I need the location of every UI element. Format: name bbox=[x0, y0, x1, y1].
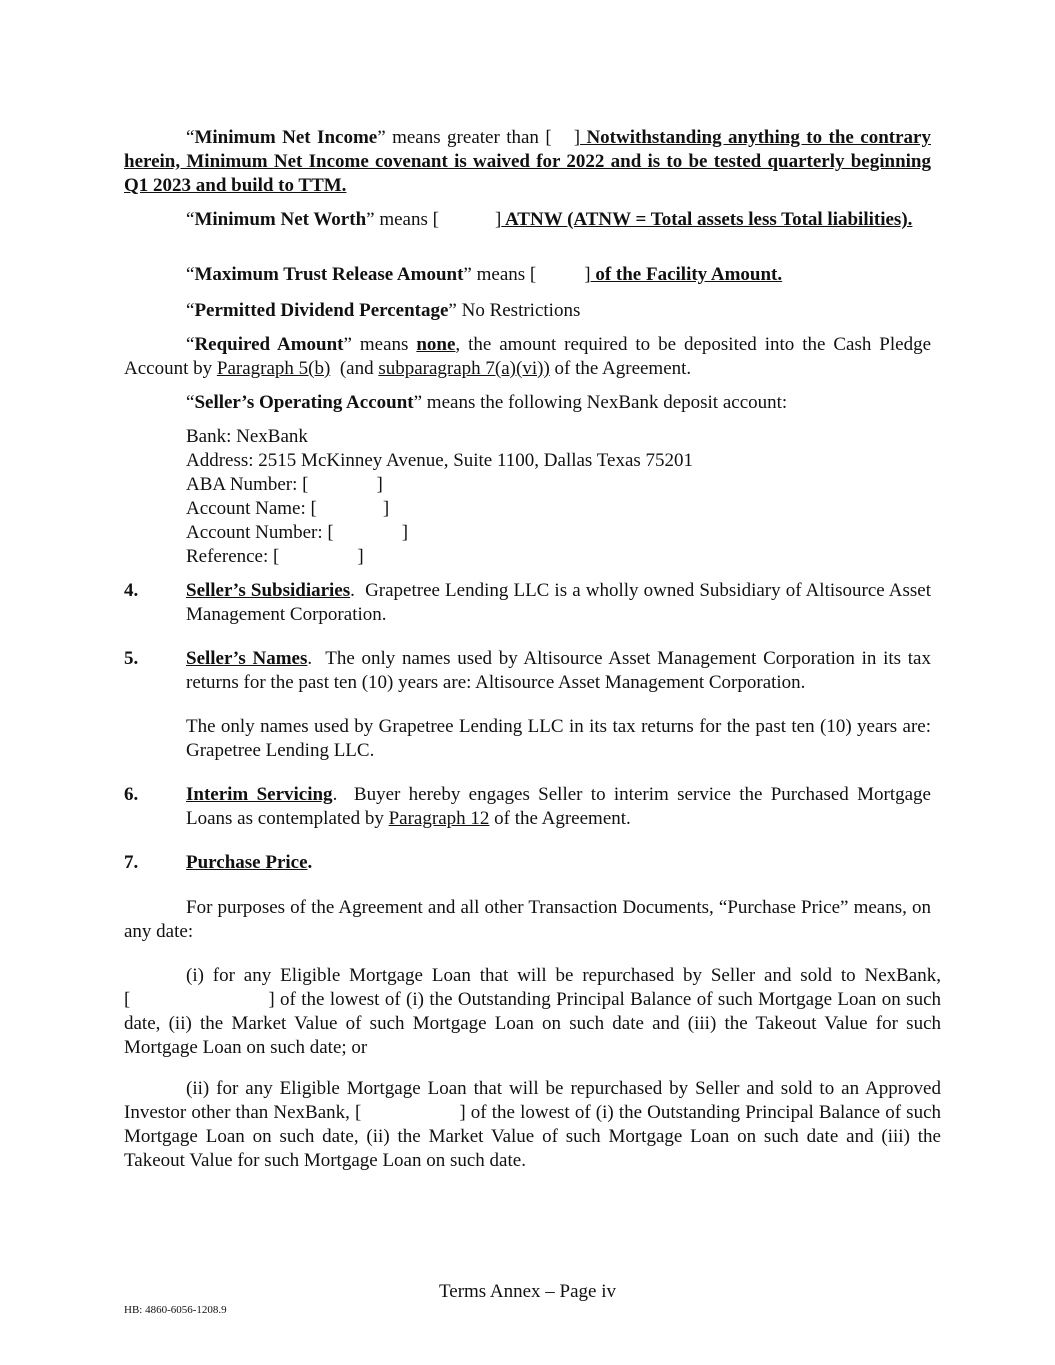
def-minimum-net-income bbox=[124, 126, 931, 198]
item-ii-text: ] of the lowest of (i) the Outstanding Principal Balance of such Mortgage Loan on such date, (ii) the Market Value of such Mortgage Loan on such date and (iii) the Takeout Value for such Mortgage Loan on such date. bbox=[124, 1102, 941, 1171]
bracket-close: ] bbox=[494, 209, 502, 230]
section-5-paragraph-2: The only names used by Grapetree Lending LLC in its tax returns for the past ten (10) years are: Grapetree Lending LLC. bbox=[186, 716, 931, 761]
facility-note: of the Facility Amount. bbox=[590, 264, 783, 285]
def-text: , the amount required to be deposited into the Cash Pledge Account by bbox=[124, 334, 931, 379]
def-text: (and bbox=[330, 358, 379, 379]
account-number-line bbox=[186, 521, 886, 545]
defined-term: Required Amount bbox=[194, 334, 344, 355]
section-text: of the Agreement. bbox=[489, 808, 631, 829]
def-text: means greater than [ bbox=[385, 127, 552, 148]
def-permitted-dividend bbox=[124, 299, 931, 323]
address-line: Address: 2515 McKinney Avenue, Suite 1100, Dallas Texas 75201 bbox=[186, 450, 694, 471]
def-text: of the Agreement. bbox=[549, 358, 692, 379]
heading-dot: . bbox=[332, 784, 338, 805]
section-text: Grapetree Lending LLC is a wholly owned Subsidiary of Altisource Asset Management Corporation. bbox=[186, 580, 936, 625]
def-text: means bbox=[351, 334, 417, 355]
open-quote: “ bbox=[186, 127, 195, 148]
section-number: 4. bbox=[124, 580, 139, 601]
def-text: means [ bbox=[471, 264, 537, 285]
defined-term: Minimum Net Worth bbox=[194, 209, 367, 230]
heading-dot: . bbox=[350, 580, 355, 601]
paragraph-5b-ref: Paragraph 5(b) bbox=[216, 358, 331, 379]
purchase-price-item-ii bbox=[124, 1077, 941, 1173]
covenant-note: Notwithstanding anything to the contrary herein, Minimum Net Income covenant is waived for 2022 and is to be tested quarterly beginning Q1 2023 and build to TTM. bbox=[124, 127, 931, 196]
close-quote: ” bbox=[377, 127, 386, 148]
def-text: No Restrictions bbox=[456, 300, 581, 321]
open-quote: “ bbox=[186, 300, 195, 321]
paragraph-12-ref: Paragraph 12 bbox=[388, 808, 490, 829]
bracket-close: ] bbox=[573, 127, 581, 148]
heading-dot: . bbox=[307, 852, 313, 873]
purchase-price-item-i bbox=[124, 964, 941, 1060]
def-maximum-trust-release bbox=[124, 263, 931, 287]
bracket-close: ] bbox=[382, 498, 390, 519]
section-7-purchase-price bbox=[186, 851, 931, 875]
item-ii-body bbox=[124, 1077, 941, 1173]
intro-text: For purposes of the Agreement and all other Transaction Documents, “Purchase Price” means, on any date: bbox=[124, 897, 931, 942]
page-footer-title: Terms Annex – Page iv bbox=[438, 1281, 617, 1302]
reference-label: Reference: [ bbox=[186, 546, 280, 567]
section-heading: Seller’s Names bbox=[186, 648, 308, 669]
def-text: means [ bbox=[374, 209, 439, 230]
section-heading: Interim Servicing bbox=[186, 784, 333, 805]
reference-line bbox=[186, 545, 886, 569]
section-number: 5. bbox=[124, 648, 139, 669]
defined-term: Maximum Trust Release Amount bbox=[194, 264, 464, 285]
document-id: HB: 4860-6056-1208.9 bbox=[124, 1304, 227, 1316]
aba-label: ABA Number: [ bbox=[186, 474, 309, 495]
section-text: Buyer hereby engages Seller to interim service the Purchased Mortgage Loans as contemplated by bbox=[186, 784, 936, 829]
bracket-close: ] bbox=[357, 546, 364, 567]
bracket-close: ] bbox=[376, 474, 383, 495]
account-name-line bbox=[186, 497, 886, 521]
def-sellers-operating-account bbox=[124, 391, 931, 415]
open-quote: “ bbox=[186, 392, 195, 413]
section-6-interim-servicing bbox=[186, 783, 936, 831]
bank-details bbox=[186, 425, 886, 569]
open-quote: “ bbox=[186, 264, 195, 285]
close-quote: ” bbox=[448, 300, 457, 321]
account-name-label: Account Name: [ bbox=[186, 498, 317, 519]
close-quote: ” bbox=[343, 334, 352, 355]
def-text: means the following NexBank deposit account: bbox=[422, 392, 788, 413]
close-quote: ” bbox=[366, 209, 375, 230]
defined-term: Permitted Dividend Percentage bbox=[194, 300, 449, 321]
section-heading: Seller’s Subsidiaries bbox=[186, 580, 351, 601]
close-quote: ” bbox=[463, 264, 472, 285]
item-ii-lead: (ii) for any Eligible Mortgage Loan that will be repurchased by Seller and sold to an Approved Investor other than NexBank, [ bbox=[124, 1078, 941, 1123]
close-quote: ” bbox=[413, 392, 423, 413]
section-5-sellers-names bbox=[186, 647, 936, 695]
section-number: 6. bbox=[124, 784, 139, 805]
atnw-note: ATNW (ATNW = Total assets less Total liabilities). bbox=[501, 209, 913, 230]
item-i-lead: (i) for any Eligible Mortgage Loan that will be repurchased by Seller and sold to NexBank, bbox=[186, 965, 941, 986]
subparagraph-7a-ref: subparagraph 7(a)(vi)) bbox=[378, 358, 550, 379]
bank-line: Bank: NexBank bbox=[186, 426, 308, 447]
section-heading: Purchase Price bbox=[186, 852, 308, 873]
aba-line bbox=[186, 473, 886, 497]
item-i-body bbox=[124, 988, 941, 1060]
bracket-close: ] bbox=[584, 264, 591, 285]
account-number-label: Account Number: [ bbox=[186, 522, 334, 543]
bracket-open: [ bbox=[124, 989, 131, 1010]
section-text: The only names used by Altisource Asset Management Corporation in its tax returns for the past ten (10) years are: Altisource Asset Management Corporation. bbox=[186, 648, 936, 693]
defined-term: Minimum Net Income bbox=[194, 127, 378, 148]
none-value: none bbox=[416, 334, 456, 355]
def-minimum-net-worth bbox=[124, 208, 931, 232]
section-4-sellers-subsidiaries bbox=[186, 579, 936, 627]
def-required-amount bbox=[124, 333, 931, 381]
item-i-first-line bbox=[124, 964, 941, 988]
open-quote: “ bbox=[186, 334, 195, 355]
purchase-price-intro bbox=[124, 896, 931, 944]
defined-term: Seller’s Operating Account bbox=[194, 392, 414, 413]
item-i-text: ] of the lowest of (i) the Outstanding Principal Balance of such Mortgage Loan on such date, (ii) the Market Value of such Mortgage Loan on such date and (iii) the Takeout Value for such Mortgage Loan on such date; or bbox=[124, 989, 941, 1058]
heading-dot: . bbox=[307, 648, 313, 669]
bracket-close: ] bbox=[401, 522, 409, 543]
section-number: 7. bbox=[124, 852, 139, 873]
open-quote: “ bbox=[186, 209, 195, 230]
